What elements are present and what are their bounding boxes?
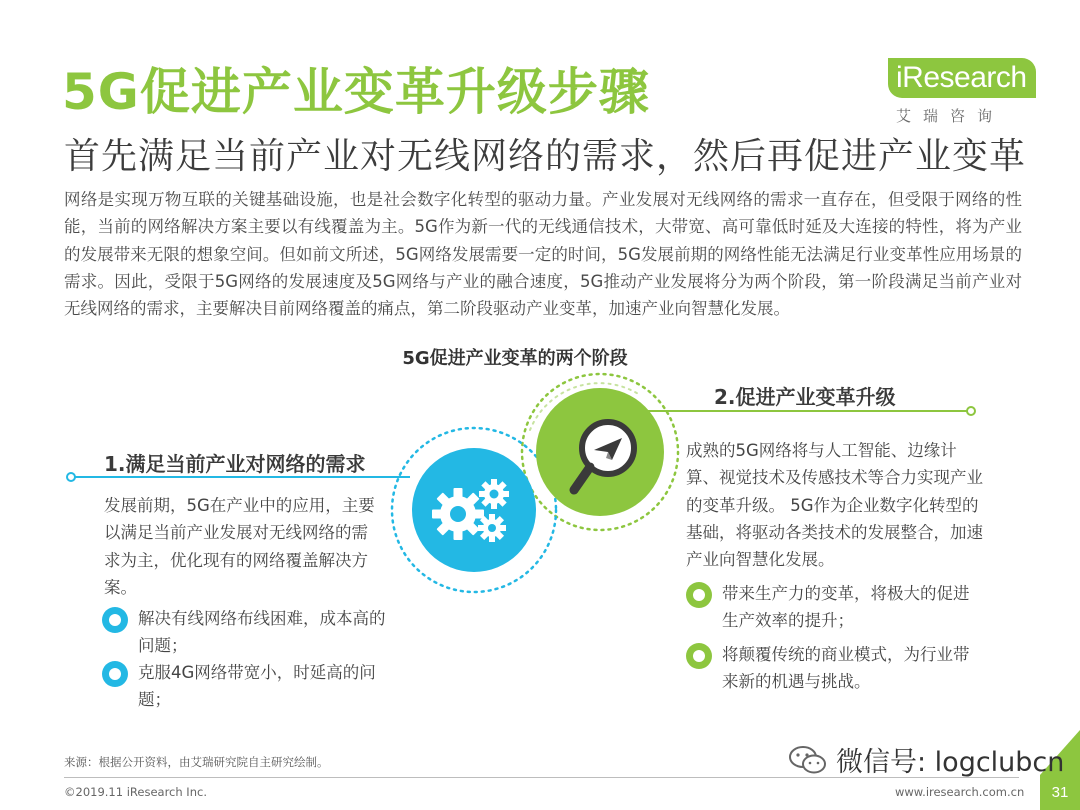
ring-bullet-icon (686, 643, 712, 669)
ring-bullet-icon (686, 582, 712, 608)
ring-bullet-icon (102, 607, 128, 633)
stage1-bullet (102, 605, 392, 660)
gears-icon (420, 462, 530, 562)
stage2-bullet-text: 将颠覆传统的商业模式，为行业带来新的机遇与挑战。 (722, 645, 970, 692)
stage2-bullet (686, 580, 976, 635)
stage2-divider (640, 410, 972, 412)
ring-bullet-icon (102, 661, 128, 687)
stage1-description: 发展前期，5G在产业中的应用，主要以满足当前产业发展对无线网络的需求为主，优化现有的网络覆盖解决方案。 (104, 496, 375, 597)
source-note: 来源：根据公开资料，由艾瑞研究院自主研究绘制。 (64, 755, 329, 769)
logo-brand: iResearch (896, 61, 1027, 94)
stage1-bullet (102, 659, 392, 714)
page-title: 5G促进产业变革升级步骤 (62, 63, 650, 121)
wechat-id: 微信号: logclubcn (836, 747, 1065, 778)
diagram-title: 5G促进产业变革的两个阶段 (402, 348, 628, 369)
stage2-bullet-text: 带来生产力的变革，将极大的促进生产效率的提升； (722, 584, 970, 631)
wechat-watermark (788, 740, 1064, 779)
intro-paragraph: 网络是实现万物互联的关键基础设施，也是社会数字化转型的驱动力量。产业发展对无线网络的需求一直存在，但受限于网络的性能，当前的网络解决方案主要以有线覆盖为主。5G作为新一代的无线通信技术，大带宽、高可靠低时延及大连接的特性，将为产业的发展带来无限的想象空间。但如前文所述，5G网络发展需要一定的时间，5G发展前期的网络性能无法满足行业变革性应用场景的需求。因此，受限于5G网络的发展速度及5G网络与产业的融合速度，5G推动产业发展将分为两个阶段，第一阶段满足当前产业对无线网络的需求，主要解决目前网络覆盖的痛点，第二阶段驱动产业变革，加速产业向智慧化发展。 (64, 190, 1022, 319)
stage2-bullet (686, 641, 976, 696)
wechat-icon (788, 744, 828, 776)
site-url: www.iresearch.com.cn (895, 785, 1025, 799)
stage1-title: 1.满足当前产业对网络的需求 (104, 452, 366, 476)
copyright: ©2019.11 iResearch Inc. (64, 785, 207, 799)
stage1-line-dot (66, 472, 76, 482)
stage1-bullet-text: 解决有线网络布线困难，成本高的问题； (138, 609, 386, 656)
iresearch-logo (888, 58, 1038, 128)
stage2-line-dot (966, 406, 976, 416)
stage1-bullet-text: 克服4G网络带宽小，时延高的问题； (138, 663, 376, 710)
page-subtitle: 首先满足当前产业对无线网络的需求，然后再促进产业变革 (64, 136, 1027, 177)
stage2-description: 成熟的5G网络将与人工智能、边缘计算、视觉技术及传感技术等合力实现产业的变革升级。 5G作为企业数字化转型的基础，将驱动各类技术的发展整合，加速产业向智慧化发展。 (686, 441, 983, 570)
logo-cn: 艾瑞咨询 (896, 107, 1005, 125)
stage2-title: 2.促进产业变革升级 (714, 385, 896, 409)
page-number: 31 (1040, 775, 1080, 810)
magnifier-icon (556, 408, 656, 508)
stage1-divider (70, 476, 410, 478)
